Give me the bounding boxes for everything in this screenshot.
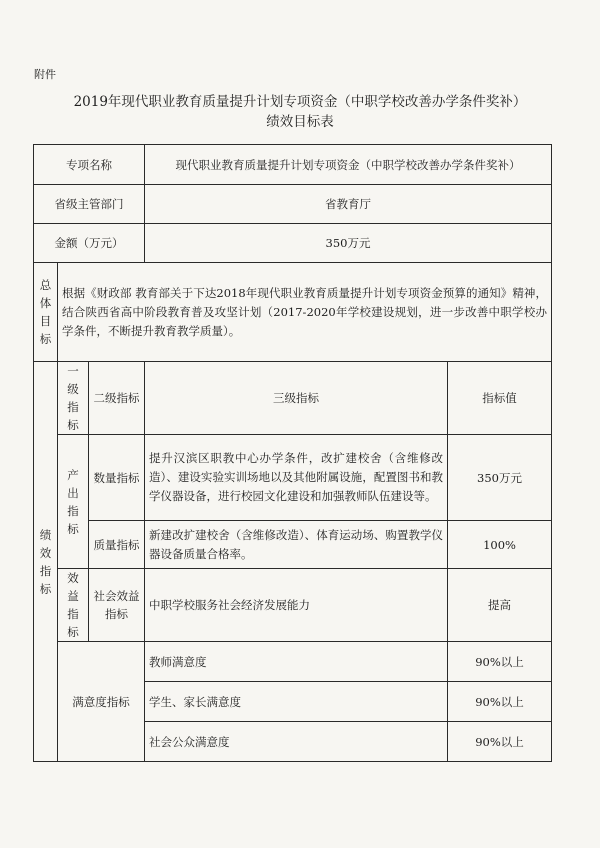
level3-header: 三级指标 <box>145 362 448 435</box>
quality-indicator-value: 100% <box>448 521 552 569</box>
satisfaction-item-value: 90%以上 <box>448 642 552 682</box>
quantity-row <box>34 435 552 521</box>
performance-target-table <box>33 144 552 762</box>
level2-header: 二级指标 <box>89 362 145 435</box>
output-indicator-label: 产 出 指 标 <box>58 435 89 569</box>
benefit-indicator-label: 效益 指标 <box>58 569 89 642</box>
satisfaction-item-text: 教师满意度 <box>145 642 448 682</box>
overall-goal-label: 总 体 目 标 <box>34 263 58 362</box>
quantity-indicator-value: 350万元 <box>448 435 552 521</box>
project-name-value: 现代职业教育质量提升计划专项资金（中职学校改善办学条件奖补） <box>145 145 552 185</box>
project-name-row <box>34 145 552 185</box>
performance-header-row <box>34 362 552 435</box>
overall-goal-text: 根据《财政部 教育部关于下达2018年现代职业教育质量提升计划专项资金预算的通知》精神，结合陕西省高中阶段教育普及攻坚计划（2017-2020年学校建设规划，进一步改善中职学校办学条件，不断提升教育教学质量）。 <box>58 263 552 362</box>
value-header: 指标值 <box>448 362 552 435</box>
title-line-2: 绩效目标表 <box>266 114 334 130</box>
department-label: 省级主管部门 <box>34 185 145 224</box>
overall-goal-row <box>34 263 552 362</box>
quality-indicator-text: 新建改扩建校舍（含维修改造）、体育运动场、购置教学仪器设备质量合格率。 <box>145 521 448 569</box>
quantity-indicator-label: 数量指标 <box>89 435 145 521</box>
satisfaction-indicator-label: 满意度指标 <box>58 642 145 762</box>
satisfaction-item-value: 90%以上 <box>448 682 552 722</box>
quality-indicator-label: 质量指标 <box>89 521 145 569</box>
performance-indicator-label: 绩 效 指 标 <box>34 362 58 762</box>
satisfaction-item-text: 学生、家长满意度 <box>145 682 448 722</box>
amount-row <box>34 224 552 263</box>
document-title <box>20 92 580 132</box>
annex-label: 附件 <box>34 68 56 81</box>
department-row <box>34 185 552 224</box>
title-line-1: 2019年现代职业教育质量提升计划专项资金（中职学校改善办学条件奖补） <box>73 94 527 110</box>
social-benefit-text: 中职学校服务社会经济发展能力 <box>145 569 448 642</box>
quality-row <box>34 521 552 569</box>
social-benefit-row <box>34 569 552 642</box>
satisfaction-row <box>34 642 552 682</box>
amount-label: 金额（万元） <box>34 224 145 263</box>
social-benefit-label: 社会效益 指标 <box>89 569 145 642</box>
satisfaction-item-text: 社会公众满意度 <box>145 722 448 762</box>
social-benefit-value: 提高 <box>448 569 552 642</box>
quantity-indicator-text: 提升汉滨区职教中心办学条件，改扩建校舍（含维修改造）、建设实验实训场地以及其他附属设施，配置图书和教学仪器设备，进行校园文化建设和加强教师队伍建设等。 <box>145 435 448 521</box>
project-name-label: 专项名称 <box>34 145 145 185</box>
amount-value: 350万元 <box>145 224 552 263</box>
satisfaction-item-value: 90%以上 <box>448 722 552 762</box>
level1-header: 一级 指标 <box>58 362 89 435</box>
department-value: 省教育厅 <box>145 185 552 224</box>
